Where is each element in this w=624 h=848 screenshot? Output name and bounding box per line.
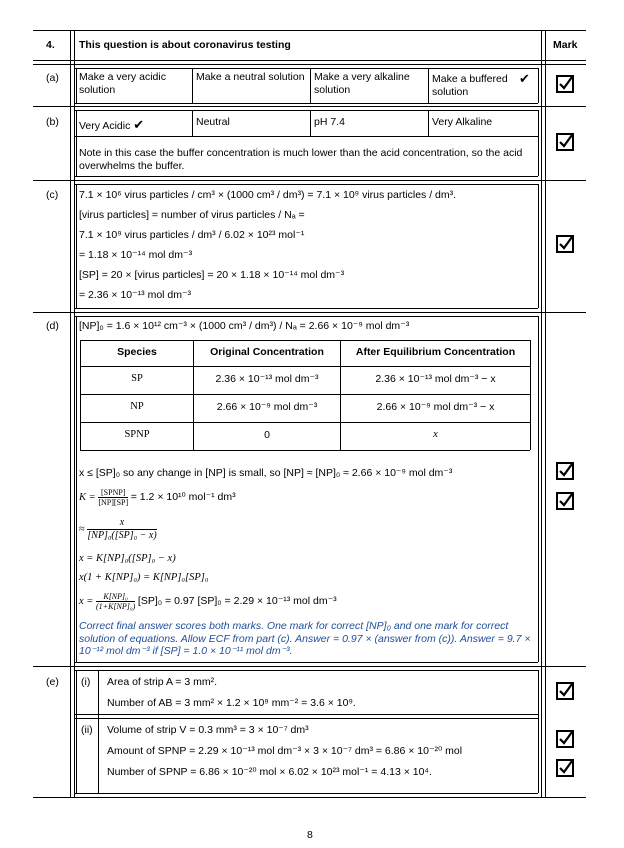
- marking-guidance: Correct final answer scores both marks. One mark for correct [NP]₀ and one mark for correct solution of equations. Allow ECF from part (c). Answer = 0.97 × (answer from (c)). Answer = 9.7 × 10⁻¹² mol dm⁻³ if [SP] = 1.0 × 10⁻¹¹ mol dm⁻³.: [79, 620, 531, 657]
- subpart-ii-label: (ii): [81, 724, 93, 736]
- calc-line: 7.1 × 10⁶ virus particles / cm³ × (1000 cm³ / dm³) = 7.1 × 10⁹ virus particles / dm³.: [79, 189, 457, 201]
- table-cell: NP: [130, 401, 144, 412]
- calc-line: [virus particles] = number of virus particles / Nₐ =: [79, 209, 305, 221]
- part-c-label: (c): [46, 189, 59, 201]
- np0-line: [NP]₀ = 1.6 × 10¹² cm⁻³ × (1000 cm³ / dm³) / Nₐ = 2.66 × 10⁻⁹ mol dm⁻³: [79, 320, 410, 332]
- part-b-label: (b): [46, 116, 59, 128]
- option-b2: Neutral: [196, 116, 230, 128]
- checked-box-icon: [556, 730, 574, 748]
- table-header: After Equilibrium Concentration: [355, 346, 516, 358]
- volume-line: Volume of strip V = 0.3 mm³ = 3 × 10⁻⁷ dm³: [107, 724, 309, 736]
- option-a4: Make a buffered solution: [432, 73, 508, 98]
- question-title: This question is about coronavirus testing: [79, 39, 291, 51]
- calc-line: = 1.18 × 10⁻¹⁴ mol dm⁻³: [79, 249, 193, 261]
- option-b1: Very Acidic ✔: [79, 117, 145, 132]
- table-header: Species: [117, 346, 157, 358]
- question-number: 4.: [46, 39, 55, 51]
- option-b4: Very Alkaline: [432, 116, 493, 128]
- part-a-label: (a): [46, 72, 59, 84]
- x-approx-equation: ≈ $\frac{x}{\text{[NP]₀([SP]₀ − x)}}$: [79, 517, 157, 541]
- table-cell: 0: [264, 429, 270, 441]
- calc-line: 7.1 × 10⁹ virus particles / dm³ / 6.02 × 10²³ mol⁻¹: [79, 229, 305, 241]
- table-cell: x: [433, 429, 438, 440]
- option-a3: Make a very alkaline solution: [314, 71, 410, 96]
- table-cell: SPNP: [124, 429, 150, 440]
- option-a2: Make a neutral solution: [196, 71, 305, 83]
- checked-box-icon: [556, 682, 574, 700]
- number-ab-line: Number of AB = 3 mm² × 1.2 × 10⁹ mm⁻² = 3.6 × 10⁹.: [107, 697, 356, 709]
- area-line: Area of strip A = 3 mm².: [107, 676, 217, 688]
- checked-box-icon: [556, 462, 574, 480]
- table-cell: 2.66 × 10⁻⁹ mol dm⁻³ − x: [376, 401, 495, 413]
- checked-box-icon: [556, 133, 574, 151]
- table-cell: 2.66 × 10⁻⁹ mol dm⁻³: [216, 401, 318, 413]
- page-number: 8: [307, 829, 313, 841]
- subpart-i-label: (i): [81, 676, 91, 688]
- checked-box-icon: [556, 235, 574, 253]
- option-a1: Make a very acidic solution: [79, 71, 166, 96]
- number-spnp-line: Number of SPNP = 6.86 × 10⁻²⁰ mol × 6.02 × 10²³ mol⁻¹ = 4.13 × 10⁴.: [107, 766, 432, 778]
- approximation-line: x ≤ [SP]₀ so any change in [NP] is small, so [NP] ≈ [NP]₀ ≈ 2.66 × 10⁻⁹ mol dm⁻³: [79, 467, 453, 479]
- mark-header: Mark: [553, 39, 578, 51]
- tick-icon: ✔: [133, 117, 145, 132]
- equation-line: x(1 + K[NP]₀) = K[NP]₀[SP]₀: [79, 572, 209, 583]
- option-b3: pH 7.4: [314, 116, 345, 128]
- calc-line: [SP] = 20 × [virus particles] = 20 × 1.18 × 10⁻¹⁴ mol dm⁻³: [79, 269, 345, 281]
- k-equation: K = $\frac{\text{[SPNP]}}{[NP][SP]}$ = 1.2 × 10¹⁰ mol⁻¹ dm³: [79, 488, 236, 507]
- part-e-label: (e): [46, 676, 59, 688]
- x-solution-equation: x = $\frac{\text{K[NP]₀}}{\text{(1+K[NP]₀)}}$ [SP]₀ = 0.97 [SP]₀ = 2.29 × 10⁻¹³ mol dm⁻³: [79, 592, 337, 611]
- calc-line: = 2.36 × 10⁻¹³ mol dm⁻³: [79, 289, 192, 301]
- equation-line: x = K[NP]₀([SP]₀ − x): [79, 553, 176, 564]
- table-cell: 2.36 × 10⁻¹³ mol dm⁻³: [215, 373, 319, 385]
- note-text: Note in this case the buffer concentration is much lower than the acid concentration, so the acid overwhelms the buffer.: [79, 147, 523, 172]
- checked-box-icon: [556, 75, 574, 93]
- part-d-label: (d): [46, 320, 59, 332]
- checked-box-icon: [556, 759, 574, 777]
- table-header: Original Concentration: [210, 346, 324, 358]
- checked-box-icon: [556, 492, 574, 510]
- table-cell: 2.36 × 10⁻¹³ mol dm⁻³ − x: [375, 373, 496, 385]
- table-cell: SP: [131, 373, 143, 384]
- amount-line: Amount of SPNP = 2.29 × 10⁻¹³ mol dm⁻³ × 3 × 10⁻⁷ dm³ = 6.86 × 10⁻²⁰ mol: [107, 745, 463, 757]
- tick-icon: ✔: [519, 71, 530, 86]
